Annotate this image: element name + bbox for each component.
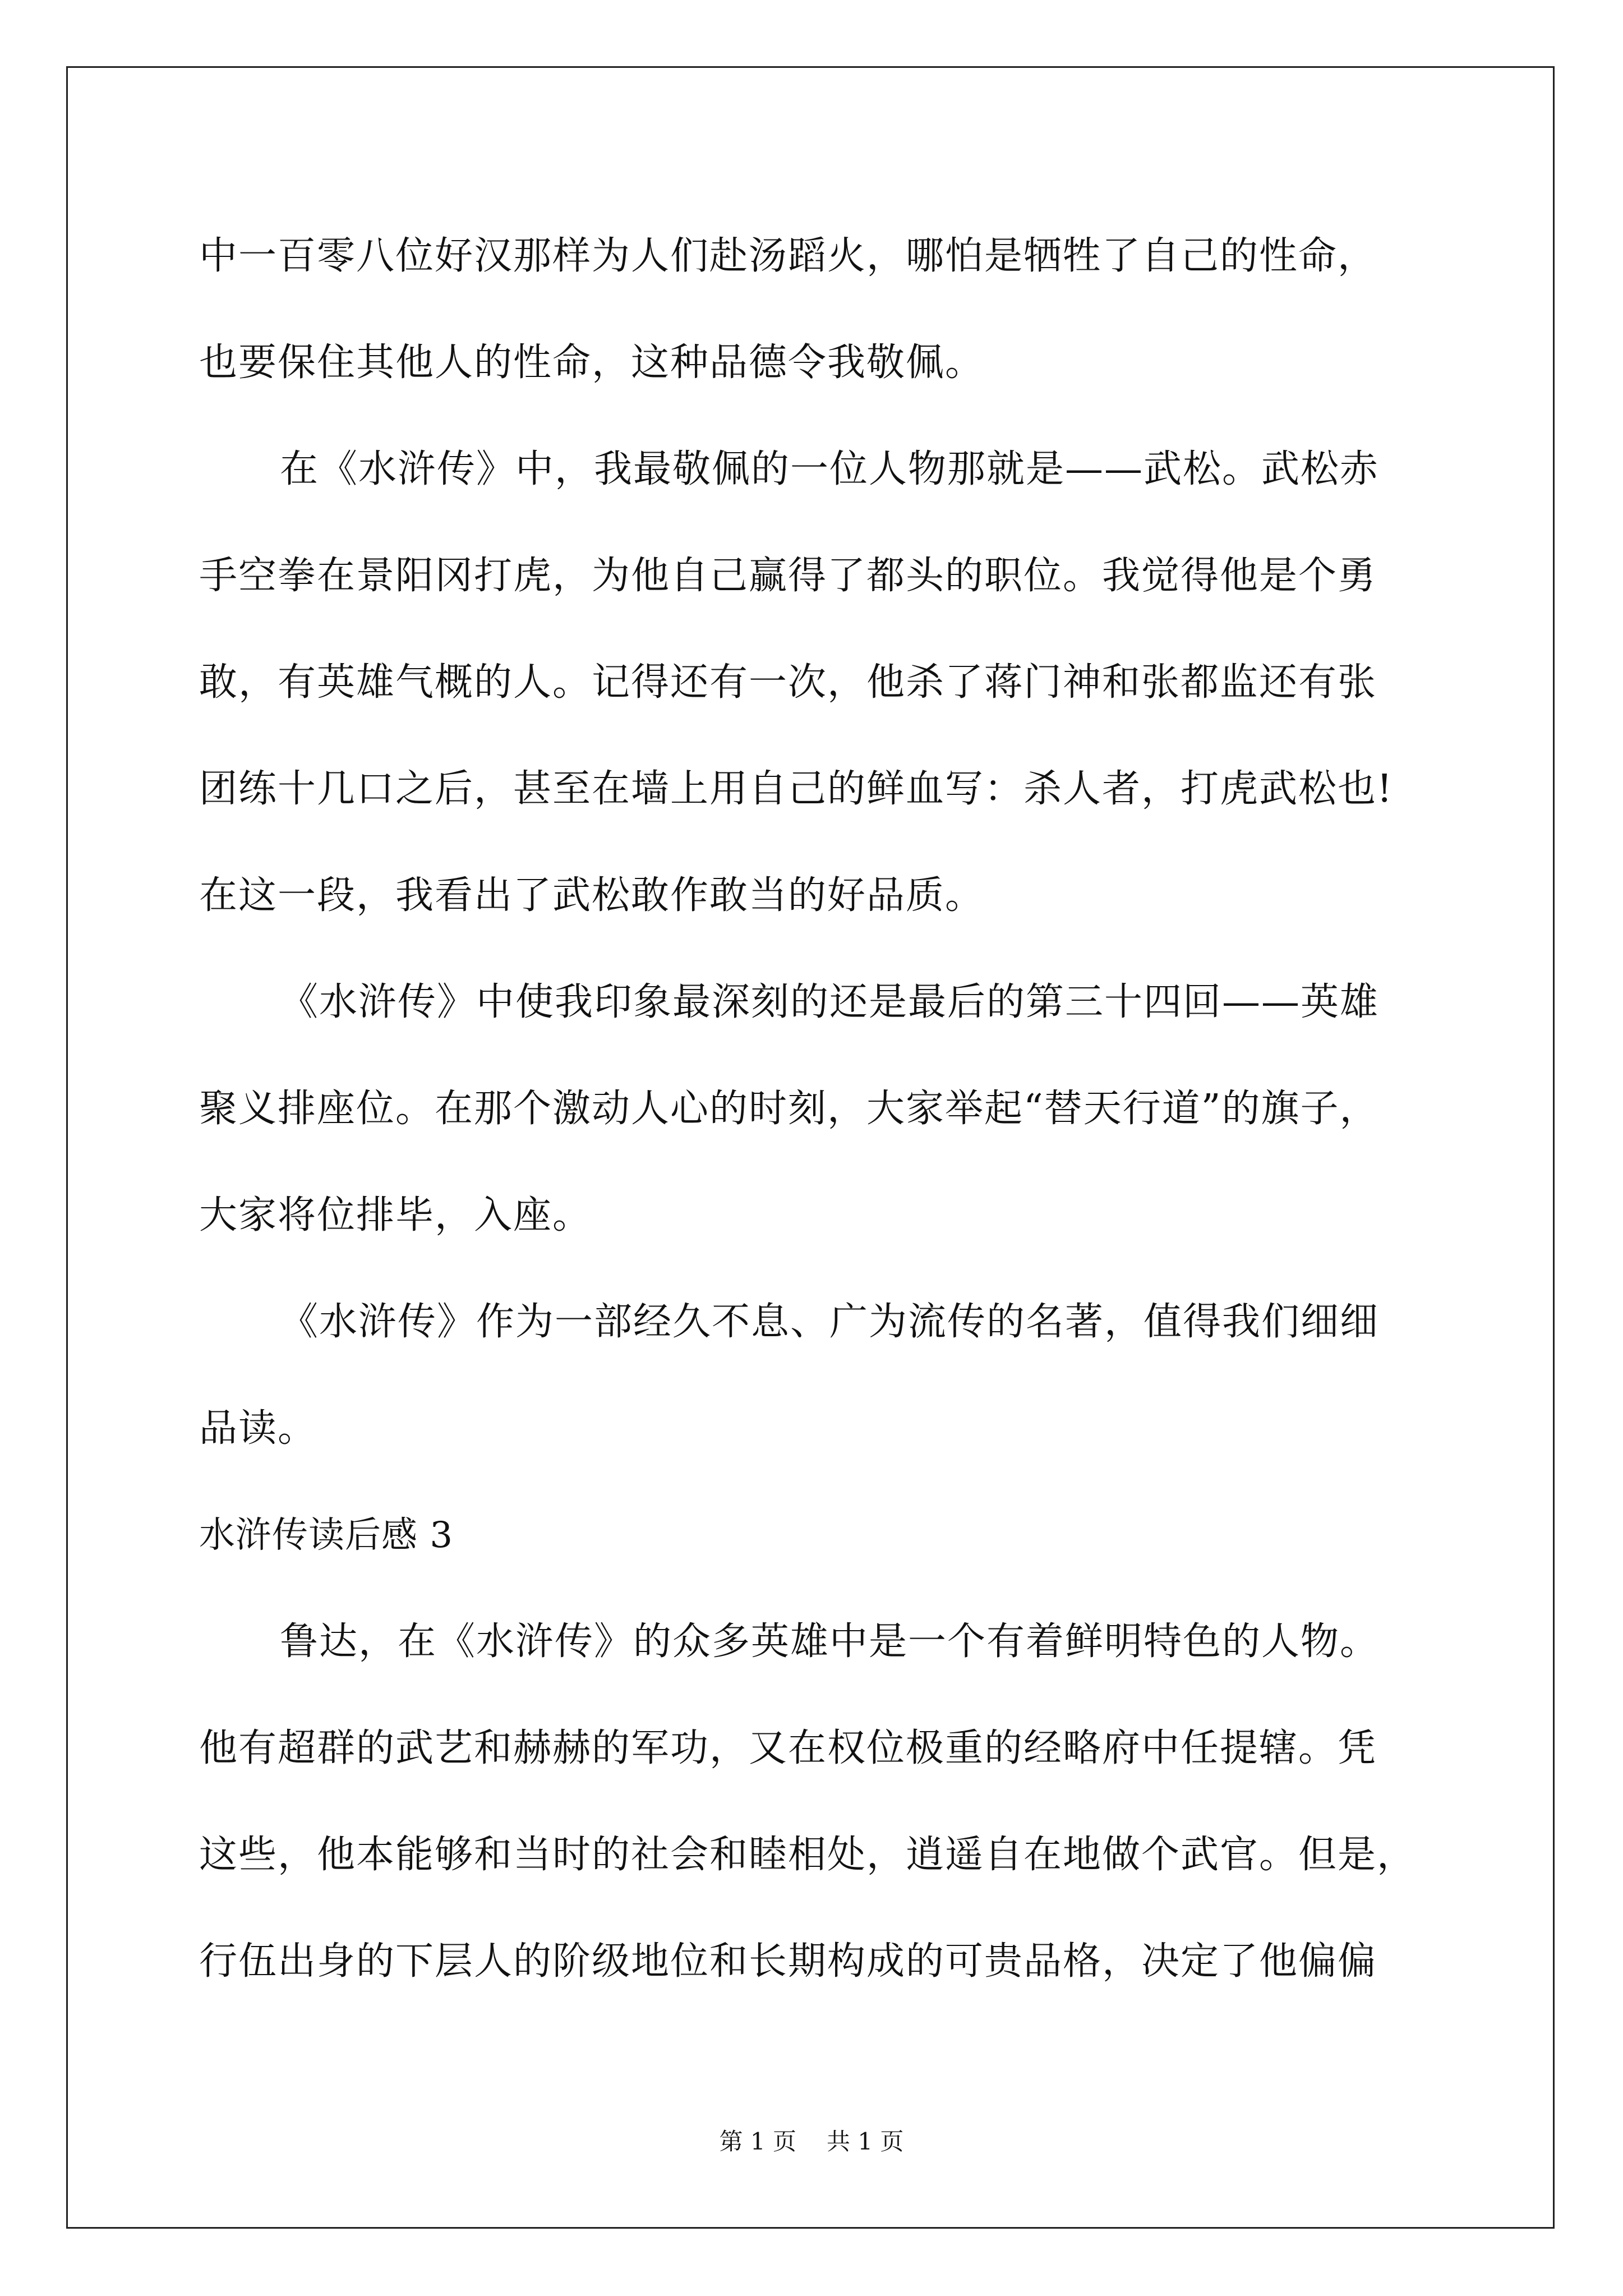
text-line-12: 品读。 bbox=[199, 1406, 317, 1451]
text-line-3: 在《水浒传》中，我最敬佩的一位人物那就是——武松。武松赤 bbox=[280, 447, 1380, 491]
text-line-1: 中一百零八位好汉那样为人们赴汤蹈火，哪怕是牺牲了自己的性命， bbox=[199, 234, 1377, 278]
page-number-total: 共 1 页 bbox=[827, 2128, 904, 2155]
text-line-2: 也要保住其他人的性命，这种品德令我敬佩。 bbox=[199, 341, 985, 385]
text-line-5: 敢，有英雄气概的人。记得还有一次，他杀了蒋门神和张都监还有张 bbox=[199, 660, 1377, 705]
text-line-10: 大家将位排毕，入座。 bbox=[199, 1193, 592, 1237]
page-footer bbox=[0, 2126, 1623, 2157]
text-line-4: 手空拳在景阳冈打虎，为他自己赢得了都头的职位。我觉得他是个勇 bbox=[199, 554, 1377, 598]
text-line-11: 《水浒传》作为一部经久不息、广为流传的名著，值得我们细细 bbox=[280, 1300, 1380, 1344]
text-line-6: 团练十几口之后，甚至在墙上用自己的鲜血写：杀人者，打虎武松也! bbox=[199, 767, 1394, 811]
text-line-7: 在这一段，我看出了武松敢作敢当的好品质。 bbox=[199, 873, 985, 918]
text-line-9: 聚义排座位。在那个激动人心的时刻，大家举起“替天行道”的旗子， bbox=[199, 1087, 1379, 1131]
text-line-17: 行伍出身的下层人的阶级地位和长期构成的可贵品格，决定了他偏偏 bbox=[199, 1939, 1377, 1984]
text-line-16: 这些，他本能够和当时的社会和睦相处，逍遥自在地做个武官。但是， bbox=[199, 1833, 1417, 1877]
document-body bbox=[199, 203, 1427, 2015]
text-line-8: 《水浒传》中使我印象最深刻的还是最后的第三十四回——英雄 bbox=[280, 980, 1380, 1024]
text-line-15: 他有超群的武艺和赫赫的军功，又在权位极重的经略府中任提辖。凭 bbox=[199, 1726, 1377, 1770]
section-heading: 水浒传读后感 3 bbox=[199, 1515, 454, 1556]
page-number-current: 第 1 页 bbox=[719, 2128, 796, 2155]
text-line-14: 鲁达，在《水浒传》的众多英雄中是一个有着鲜明特色的人物。 bbox=[280, 1619, 1380, 1664]
